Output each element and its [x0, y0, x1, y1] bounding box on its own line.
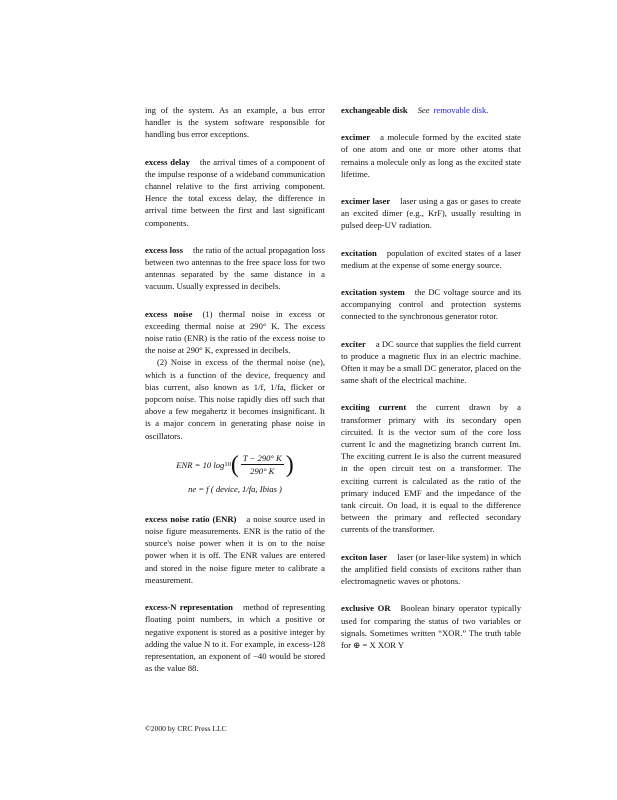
term: exciton laser — [341, 551, 388, 562]
term: excitation — [341, 247, 377, 258]
denominator: 290° K — [250, 466, 275, 477]
entry-excess-n — [145, 601, 325, 674]
term: excimer laser — [341, 196, 391, 207]
term: exclusive OR — [341, 603, 391, 614]
noise-function: ne = f ( device, 1/fa, Ibias ) — [188, 483, 282, 494]
definition: the arrival times of a component of the impulse response of a wideband communication channel relative to the first arriving component. Hence the total excess delay, the difference in arrival time between the first and last significant components. — [145, 156, 326, 228]
entry-exciton-laser — [341, 551, 521, 588]
entry-excitation-system — [341, 286, 521, 323]
definition: laser using a gas or gases to create an excited dimer (e.g., KrF), usually resulting in pulsed deep-UV radiation. — [341, 196, 521, 231]
definition: a noise source used in noise figure measurements. ENR is the ratio of the source's noise power when it is on to the noise power when it is off. The ENR values are entered and stored in the noise figure meter to calibrate a measurement. — [145, 513, 325, 585]
removable-disk-link[interactable]: removable disk. — [433, 105, 489, 115]
definition: the current drawn by a transformer primary with its secondary open circuited. It is the vector sum of the core loss current Ic and the magnetizing branch current Im. The exciting current Ie is also the current measured in the open circuit test on a transformer. The exciting current is calculated as the ratio of the primary induced EMF and the impedance of the tank circuit. On load, it is equal to the difference between the primary and reflected secondary currents of the transformer. — [341, 402, 521, 535]
definition: laser (or laser-like system) in which the amplified field consists of excitons rather than electromagnetic waves or photons. — [341, 551, 521, 587]
left-column — [145, 104, 325, 689]
term: excess delay — [145, 156, 190, 167]
entry-excess-noise-ratio — [145, 513, 325, 586]
definition: population of excited states of a laser medium at the expense of some energy source. — [341, 247, 521, 270]
definition: the ratio of the actual propagation loss between two antennas to the free space loss for two antennas separated by the same distance in a vacuum. Usually expressed in decibels. — [145, 244, 325, 292]
entry-exciter — [341, 338, 521, 387]
continuation-entry — [145, 104, 325, 141]
close-paren: ) — [285, 451, 294, 478]
definition-2: (2) Noise in excess of the thermal noise (ne), which is a function of the device, frequency and bias current, also known as 1/f, 1/fa, flicker or popcorn noise. This noise rapidly dies off such that above a few megahertz it becomes insignificant. It is a major concern in generating phase noise in oscillators. — [145, 357, 325, 441]
equation-lhs: ENR = 10 log — [176, 459, 225, 470]
term: excitation system — [341, 287, 405, 298]
term: excess noise — [145, 308, 193, 319]
term: excess loss — [145, 244, 183, 255]
entry-excess-delay — [145, 156, 325, 229]
definition-1: (1) thermal noise in excess or exceeding thermal noise at 290° K. The excess noise ratio (ENR) is the ratio of the excess noise to the noise at 290° K, expressed in decibels. — [145, 308, 326, 356]
entry-excimer-laser — [341, 195, 521, 232]
entry-excess-noise — [145, 308, 325, 498]
term: exchangeable disk — [341, 105, 408, 115]
entry-excitation — [341, 247, 521, 271]
entry-exciting-current — [341, 401, 521, 535]
entry-exclusive-or — [341, 602, 521, 651]
definition: a DC source that supplies the field current to produce a magnetic flux in an electric machine. Often it may be a small DC generator, placed on the same shaft of the electrical machine. — [341, 338, 521, 386]
open-paren: ( — [230, 451, 239, 478]
entry-excimer — [341, 131, 521, 180]
see-label: See — [417, 105, 430, 115]
log-subscript: 10 — [224, 460, 231, 468]
term: excess-N representation — [145, 602, 233, 613]
right-column — [341, 104, 521, 666]
enr-equation — [145, 450, 325, 498]
term: exciter — [341, 338, 366, 349]
definition: method of representing floating point numbers, in which a positive or negative exponent is stored as a positive integer by adding the value N to it. For example, in excess-128 representation, an exponent of −40 would be stored as the value 88. — [145, 602, 325, 674]
entry-excess-loss — [145, 244, 325, 293]
term: exciting current — [341, 402, 407, 413]
numerator: T − 290° K — [241, 452, 284, 465]
definition: Boolean binary operator typically used for comparing the status of two variables or signals. Sometimes written “XOR.” The truth table for ⊕ = X XOR Y — [341, 603, 521, 650]
definition: a molecule formed by the excited state of one atom and one or more other atoms that remains a molecule only as long as the excited state lifetime. — [341, 132, 521, 179]
copyright-footer: ©2000 by CRC Press LLC — [145, 724, 227, 733]
continuation-text: ing of the system. As an example, a bus error handler is the system software responsible for handling bus error exceptions. — [145, 105, 325, 140]
fraction — [241, 452, 284, 477]
term: excess noise ratio (ENR) — [145, 513, 237, 524]
term: excimer — [341, 132, 371, 143]
entry-exchangeable-disk — [341, 104, 521, 116]
definition: the DC voltage source and its accompanying control and protection systems connected to the synchronous generator rotor. — [341, 287, 521, 322]
